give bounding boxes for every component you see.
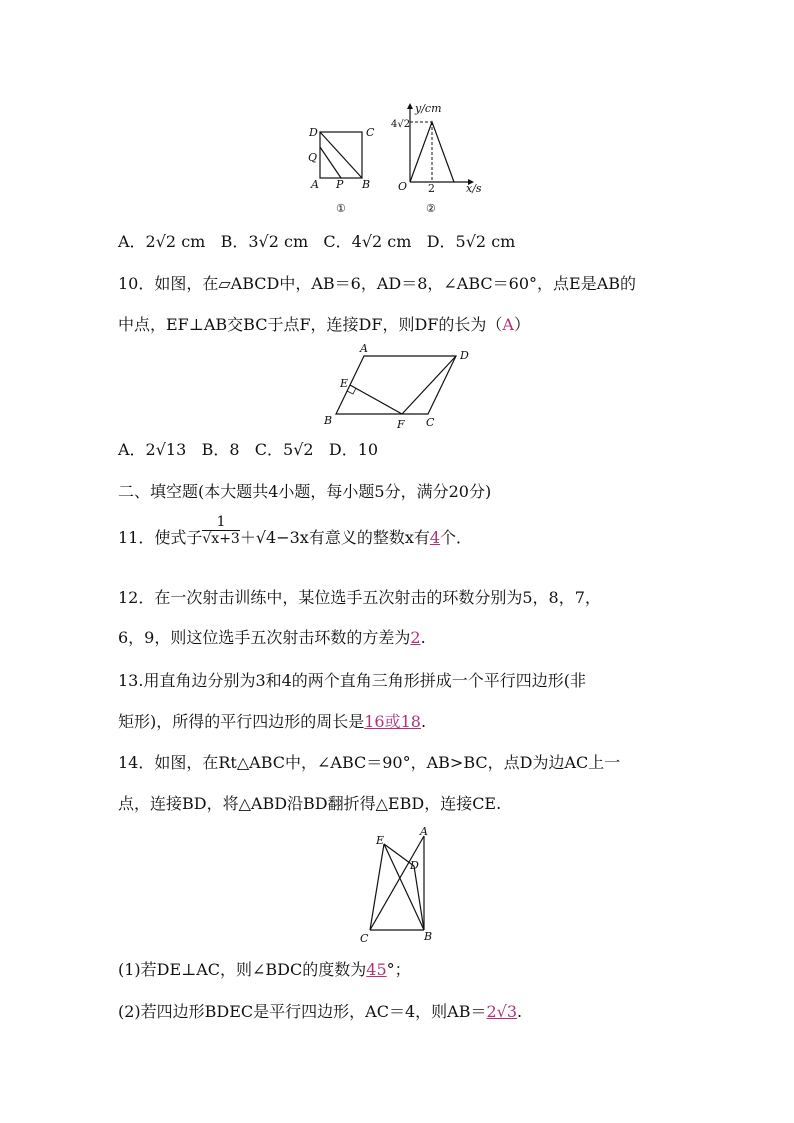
q10-option-b: B．8 xyxy=(201,440,240,459)
q13-line-1: 13.用直角边分别为3和4的两个直角三角形拼成一个平行四边形(非 xyxy=(118,671,587,690)
q10-text: 中点，EF⊥AB交BC于点F，连接DF，则DF的长为（ xyxy=(118,315,503,334)
label-E: E xyxy=(376,834,385,847)
q11-text-mid: ＋√4−3x有意义的整数x有 xyxy=(239,528,430,547)
q11-fraction xyxy=(202,514,239,547)
axis-y-label: y/cm xyxy=(415,102,442,115)
q13-answer: 16或18 xyxy=(364,712,421,731)
origin-label: O xyxy=(398,180,408,193)
caption-1: ① xyxy=(336,202,346,215)
label-Q: Q xyxy=(308,151,318,164)
label-A: A xyxy=(420,825,428,838)
q14-p1-text-end: °； xyxy=(386,960,411,979)
q9-options xyxy=(118,232,515,252)
label-A: A xyxy=(311,178,319,191)
q10-text-end: ） xyxy=(513,315,530,334)
label-C: C xyxy=(360,932,369,945)
q11-denominator: √x+3 xyxy=(202,531,240,547)
axis-x-label: x/s xyxy=(466,182,482,195)
q10-answer: A xyxy=(502,315,514,334)
label-D: D xyxy=(410,859,419,872)
q14-p2-text: (2)若四边形BDEC是平行四边形，AC＝4，则AB＝ xyxy=(118,1002,487,1021)
q11-numerator: 1 xyxy=(216,514,226,530)
label-F: F xyxy=(397,418,405,431)
q12-line-2 xyxy=(118,628,426,648)
q9-figure-1 xyxy=(306,122,376,218)
q13-text: 矩形)，所得的平行四边形的周长是 xyxy=(118,712,365,731)
q14-figure xyxy=(356,826,440,950)
q13-line-2 xyxy=(118,712,426,732)
q10-line-2 xyxy=(118,315,530,335)
q12-text-end: . xyxy=(420,628,426,647)
q10-option-d: D．10 xyxy=(328,440,379,459)
q9-option-a: A．2√2 cm xyxy=(118,232,206,251)
q14-p2-text-end: . xyxy=(517,1002,523,1021)
q14-p1-text: (1)若DE⊥AC，则∠BDC的度数为 xyxy=(118,960,367,979)
label-E: E xyxy=(340,377,349,390)
label-C: C xyxy=(366,126,375,139)
q14-part-2 xyxy=(118,1002,522,1022)
q12-answer: 2 xyxy=(410,628,421,647)
q9-option-c: C．4√2 cm xyxy=(323,232,412,251)
q9-figure-2 xyxy=(388,100,498,218)
q10-line-1: 10．如图，在▱ABCD中，AB＝6，AD＝8，∠ABC＝60°，点E是AB的 xyxy=(118,274,637,293)
q11-answer: 4 xyxy=(429,528,441,547)
label-P: P xyxy=(336,178,344,191)
section-heading: 二、填空题(本大题共4小题，每小题5分，满分20分) xyxy=(118,482,492,501)
q12-line-1: 12．在一次射击训练中，某位选手五次射击的环数分别为5，8，7， xyxy=(118,588,601,607)
x-tick-2: 2 xyxy=(428,182,435,195)
label-D: D xyxy=(460,349,469,362)
q11-text: 11．使式子 xyxy=(118,528,203,547)
q14-part-1 xyxy=(118,960,411,980)
label-B: B xyxy=(324,414,333,427)
y-max-label: 4√2 xyxy=(391,119,411,130)
q12-text: 6，9，则这位选手五次射击环数的方差为 xyxy=(118,628,411,647)
q14-p1-answer: 45 xyxy=(366,960,387,979)
label-D: D xyxy=(309,126,318,139)
caption-2: ② xyxy=(426,202,436,215)
q11-text-end: 个． xyxy=(440,528,473,547)
q11 xyxy=(118,514,473,548)
q10-option-c: C．5√2 xyxy=(254,440,314,459)
label-A: A xyxy=(360,342,368,355)
label-B: B xyxy=(362,178,371,191)
q14-p2-answer: 2√3 xyxy=(486,1002,518,1021)
q10-option-a: A．2√13 xyxy=(118,440,187,459)
q14-line-1: 14．如图，在Rt△ABC中，∠ABC＝90°，AB>BC，点D为边AC上一 xyxy=(118,753,621,772)
label-B: B xyxy=(424,930,433,943)
q10-figure xyxy=(316,342,469,431)
q9-option-b: B．3√2 cm xyxy=(220,232,309,251)
q9-option-d: D．5√2 cm xyxy=(426,232,516,251)
label-C: C xyxy=(426,416,435,429)
q10-options xyxy=(118,440,378,460)
q13-text-end: . xyxy=(420,712,427,731)
q14-line-2: 点，连接BD，将△ABD沿BD翻折得△EBD，连接CE. xyxy=(118,794,502,813)
